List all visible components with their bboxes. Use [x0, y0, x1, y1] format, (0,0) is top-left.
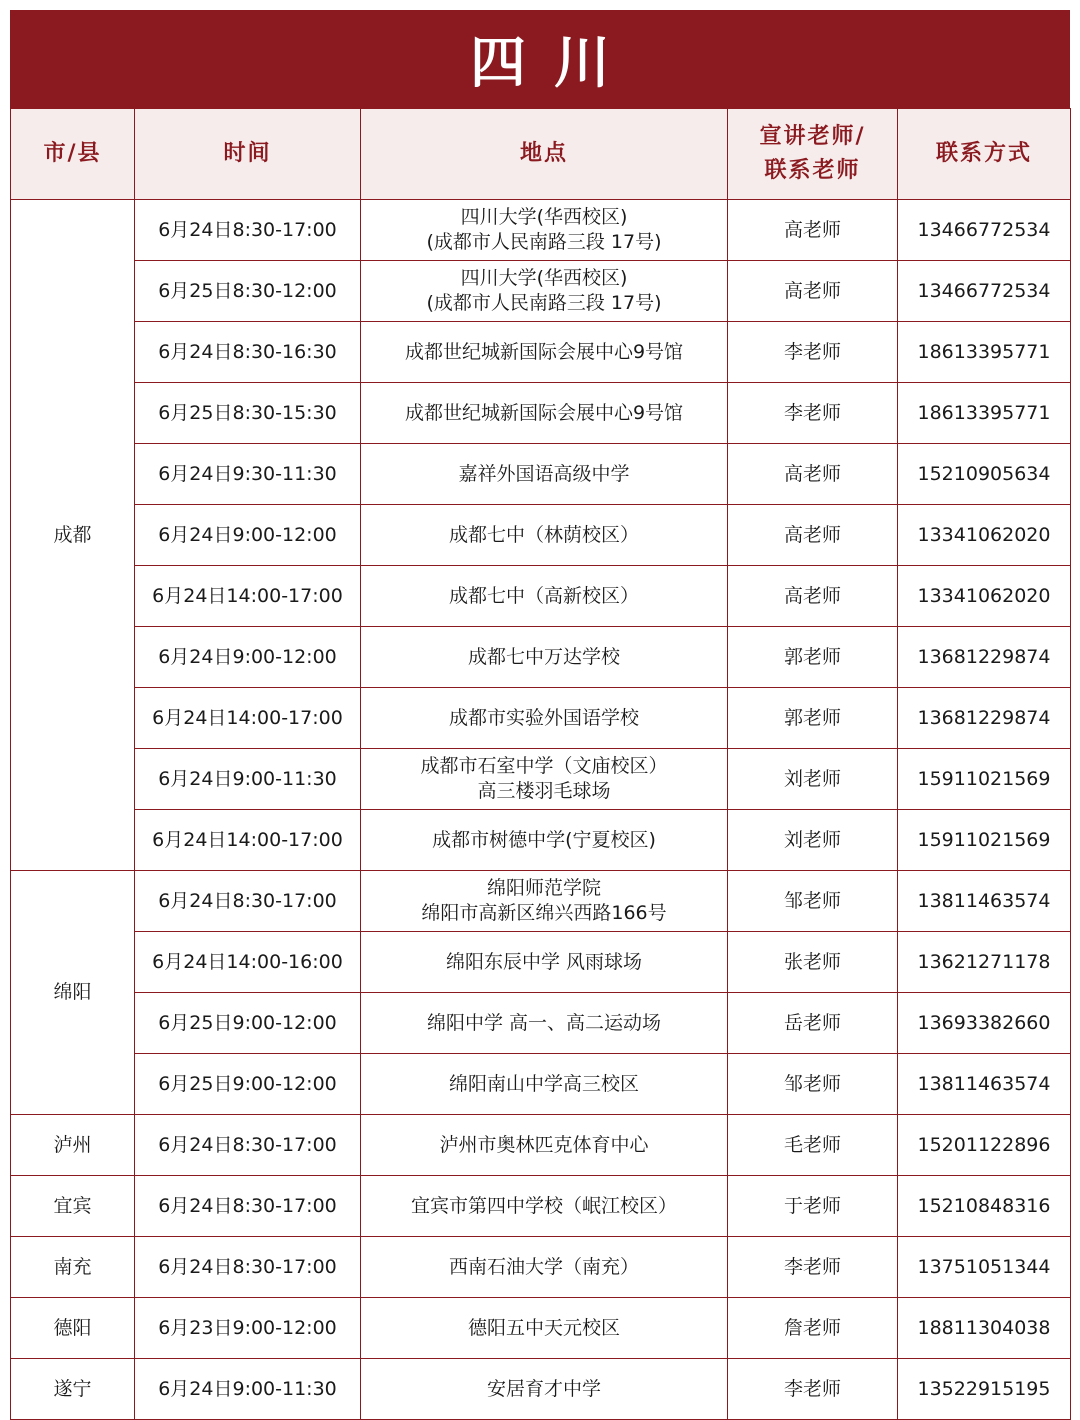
location-line-1: 成都市石室中学（文庙校区） [420, 755, 668, 777]
table-row [11, 505, 1071, 566]
location-line-1: 成都世纪城新国际会展中心9号馆 [404, 340, 684, 363]
location-cell [361, 505, 728, 566]
location-line-1: 成都七中万达学校 [467, 645, 620, 668]
location-line-1: 成都世纪城新国际会展中心9号馆 [404, 401, 684, 424]
phone-cell: 13681229874 [898, 627, 1071, 688]
time-cell: 6月25日8:30-15:30 [135, 383, 361, 444]
time-cell: 6月24日14:00-17:00 [135, 566, 361, 627]
table-row [11, 871, 1071, 932]
location-line-1: 成都七中（高新校区） [448, 584, 639, 607]
header-row [11, 109, 1071, 200]
time-cell: 6月24日9:00-12:00 [135, 627, 361, 688]
location-line-1: 宜宾市第四中学校（岷江校区） [410, 1194, 677, 1217]
header-time: 时间 [135, 109, 361, 200]
phone-cell: 13466772534 [898, 200, 1071, 261]
teacher-cell: 于老师 [728, 1176, 898, 1237]
table-row [11, 1176, 1071, 1237]
table-row [11, 261, 1071, 322]
location-cell [361, 383, 728, 444]
phone-cell: 15210848316 [898, 1176, 1071, 1237]
location-cell [361, 749, 728, 810]
time-cell: 6月25日8:30-12:00 [135, 261, 361, 322]
table-row [11, 1298, 1071, 1359]
location-line-1: 成都七中（林荫校区） [448, 523, 639, 546]
location-cell [361, 932, 728, 993]
location-cell [361, 871, 728, 932]
teacher-cell: 李老师 [728, 383, 898, 444]
teacher-cell: 刘老师 [728, 810, 898, 871]
time-cell: 6月23日9:00-12:00 [135, 1298, 361, 1359]
city-cell: 南充 [11, 1237, 135, 1298]
location-cell [361, 627, 728, 688]
table-row [11, 1237, 1071, 1298]
phone-cell: 13751051344 [898, 1237, 1071, 1298]
location-cell [361, 261, 728, 322]
time-cell: 6月24日9:30-11:30 [135, 444, 361, 505]
teacher-cell: 高老师 [728, 444, 898, 505]
table-row [11, 322, 1071, 383]
table-row [11, 688, 1071, 749]
phone-cell: 15911021569 [898, 810, 1071, 871]
phone-cell: 18811304038 [898, 1298, 1071, 1359]
time-cell: 6月24日8:30-16:30 [135, 322, 361, 383]
time-cell: 6月24日8:30-17:00 [135, 871, 361, 932]
teacher-cell: 毛老师 [728, 1115, 898, 1176]
location-line-2: 绵阳市高新区绵兴西路166号 [421, 902, 667, 924]
table-row [11, 932, 1071, 993]
header-teacher [728, 109, 898, 200]
table-row [11, 1359, 1071, 1420]
city-cell: 成都 [11, 200, 135, 871]
schedule-body [11, 200, 1071, 1420]
table-row [11, 566, 1071, 627]
teacher-cell: 邹老师 [728, 871, 898, 932]
phone-cell: 13522915195 [898, 1359, 1071, 1420]
location-line-1: 安居育才中学 [486, 1377, 601, 1400]
location-cell [361, 1237, 728, 1298]
location-cell [361, 1298, 728, 1359]
location-cell [361, 1359, 728, 1420]
title-banner [10, 10, 1070, 108]
table-row [11, 627, 1071, 688]
teacher-cell: 李老师 [728, 1359, 898, 1420]
header-location: 地点 [361, 109, 728, 200]
phone-cell: 13811463574 [898, 1054, 1071, 1115]
phone-cell: 13466772534 [898, 261, 1071, 322]
teacher-cell: 邹老师 [728, 1054, 898, 1115]
time-cell: 6月24日8:30-17:00 [135, 1237, 361, 1298]
time-cell: 6月24日9:00-11:30 [135, 1359, 361, 1420]
teacher-cell: 刘老师 [728, 749, 898, 810]
location-cell [361, 1176, 728, 1237]
location-line-1: 绵阳南山中学高三校区 [448, 1072, 639, 1095]
phone-cell: 13341062020 [898, 566, 1071, 627]
time-cell: 6月24日8:30-17:00 [135, 1176, 361, 1237]
table-row [11, 749, 1071, 810]
table-row [11, 810, 1071, 871]
city-cell: 泸州 [11, 1115, 135, 1176]
table-row [11, 1115, 1071, 1176]
location-cell [361, 566, 728, 627]
time-cell: 6月24日9:00-12:00 [135, 505, 361, 566]
teacher-cell: 李老师 [728, 1237, 898, 1298]
time-cell: 6月25日9:00-12:00 [135, 1054, 361, 1115]
location-line-1: 德阳五中天元校区 [467, 1316, 620, 1339]
table-row [11, 383, 1071, 444]
phone-cell: 13811463574 [898, 871, 1071, 932]
location-cell [361, 322, 728, 383]
time-cell: 6月24日8:30-17:00 [135, 200, 361, 261]
table-row [11, 1054, 1071, 1115]
teacher-cell: 李老师 [728, 322, 898, 383]
phone-cell: 13681229874 [898, 688, 1071, 749]
location-line-1: 成都市实验外国语学校 [448, 706, 639, 729]
time-cell: 6月24日14:00-17:00 [135, 810, 361, 871]
teacher-cell: 张老师 [728, 932, 898, 993]
phone-cell: 13341062020 [898, 505, 1071, 566]
phone-cell: 15210905634 [898, 444, 1071, 505]
header-teacher-line1: 宣讲老师/ [759, 124, 866, 149]
phone-cell: 18613395771 [898, 383, 1071, 444]
phone-cell: 13621271178 [898, 932, 1071, 993]
phone-cell: 13693382660 [898, 993, 1071, 1054]
phone-cell: 15201122896 [898, 1115, 1071, 1176]
header-contact: 联系方式 [898, 109, 1071, 200]
location-line-2: (成都市人民南路三段 17号) [426, 292, 662, 314]
teacher-cell: 郭老师 [728, 688, 898, 749]
page-title: 四川 [470, 31, 638, 96]
time-cell: 6月25日9:00-12:00 [135, 993, 361, 1054]
teacher-cell: 郭老师 [728, 627, 898, 688]
location-line-1: 绵阳中学 高一、高二运动场 [426, 1011, 662, 1034]
teacher-cell: 高老师 [728, 505, 898, 566]
location-cell [361, 688, 728, 749]
location-line-1: 西南石油大学（南充） [448, 1255, 639, 1278]
location-line-1: 绵阳东辰中学 风雨球场 [445, 950, 643, 973]
location-line-1: 四川大学(华西校区) [460, 206, 628, 228]
city-cell: 绵阳 [11, 871, 135, 1115]
location-cell [361, 200, 728, 261]
phone-cell: 18613395771 [898, 322, 1071, 383]
teacher-cell: 高老师 [728, 566, 898, 627]
time-cell: 6月24日8:30-17:00 [135, 1115, 361, 1176]
city-cell: 遂宁 [11, 1359, 135, 1420]
location-line-2: 高三楼羽毛球场 [477, 780, 611, 802]
city-cell: 宜宾 [11, 1176, 135, 1237]
phone-cell: 15911021569 [898, 749, 1071, 810]
table-row [11, 444, 1071, 505]
header-city: 市/县 [11, 109, 135, 200]
location-line-1: 成都市树德中学(宁夏校区) [432, 828, 656, 851]
location-line-1: 绵阳师范学院 [486, 877, 601, 899]
location-cell [361, 1054, 728, 1115]
location-cell [361, 1115, 728, 1176]
city-cell: 德阳 [11, 1298, 135, 1359]
teacher-cell: 高老师 [728, 261, 898, 322]
schedule-table [10, 108, 1071, 1420]
table-row [11, 200, 1071, 261]
location-line-1: 泸州市奥林匹克体育中心 [439, 1133, 649, 1156]
time-cell: 6月24日14:00-16:00 [135, 932, 361, 993]
location-cell [361, 444, 728, 505]
header-teacher-line2: 联系老师 [764, 158, 861, 183]
location-cell [361, 993, 728, 1054]
location-line-1: 嘉祥外国语高级中学 [458, 462, 630, 485]
teacher-cell: 詹老师 [728, 1298, 898, 1359]
location-line-1: 四川大学(华西校区) [460, 267, 628, 289]
time-cell: 6月24日9:00-11:30 [135, 749, 361, 810]
location-cell [361, 810, 728, 871]
time-cell: 6月24日14:00-17:00 [135, 688, 361, 749]
location-line-2: (成都市人民南路三段 17号) [426, 231, 662, 253]
teacher-cell: 岳老师 [728, 993, 898, 1054]
table-row [11, 993, 1071, 1054]
teacher-cell: 高老师 [728, 200, 898, 261]
